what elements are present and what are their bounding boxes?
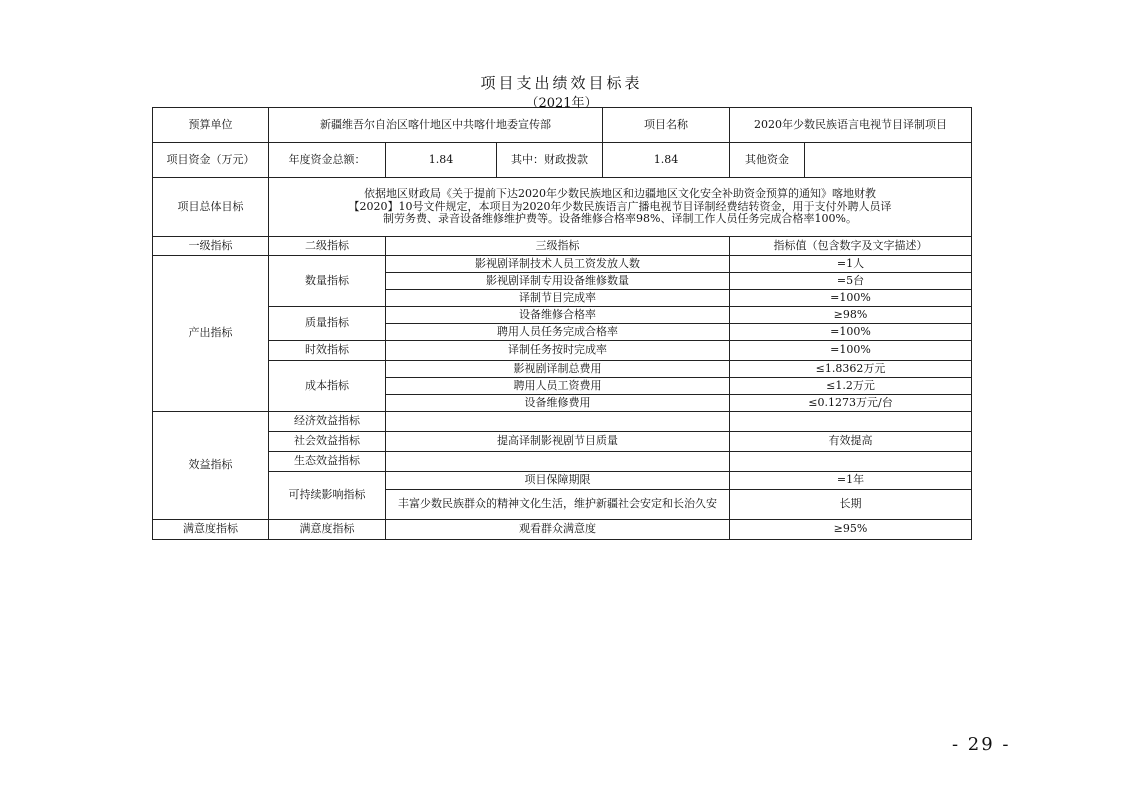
document-year: （2021年） [525, 96, 598, 111]
indicator-name: 聘用人员工资费用 [386, 378, 730, 395]
funds-label: 项目资金（万元） [153, 143, 269, 178]
project-name-value: 2020年少数民族语言电视节目译制项目 [730, 108, 972, 143]
indicator-name: 设备维修合格率 [386, 307, 730, 324]
column-header-row [153, 237, 972, 256]
indicator-name: 译制任务按时完成率 [386, 341, 730, 361]
indicator-name: 影视剧译制技术人员工资发放人数 [386, 256, 730, 273]
ecological-benefit-label: 生态效益指标 [269, 452, 386, 472]
indicator-value: =100% [730, 324, 972, 341]
other-funds-label: 其他资金 [730, 143, 805, 178]
output-indicator-label: 产出指标 [153, 256, 269, 412]
table-row [153, 472, 972, 490]
overall-goal-text [269, 178, 972, 237]
overall-goal-row [153, 178, 972, 237]
indicator-value: ≤0.1273万元/台 [730, 395, 972, 412]
table-row [153, 432, 972, 452]
indicator-name: 丰富少数民族群众的精神文化生活，维护新疆社会安定和长治久安 [386, 490, 730, 520]
page-number: - 29 - [952, 734, 1011, 755]
table-row [153, 520, 972, 540]
economic-benefit-label: 经济效益指标 [269, 412, 386, 432]
level3-header: 三级指标 [386, 237, 730, 256]
indicator-name [386, 412, 730, 432]
project-name-label: 项目名称 [603, 108, 730, 143]
document-title: 项目支出绩效目标表 [480, 74, 643, 92]
indicator-name: 译制节目完成率 [386, 290, 730, 307]
budget-unit-label: 预算单位 [153, 108, 269, 143]
table-row [153, 452, 972, 472]
indicator-value: ≤1.2万元 [730, 378, 972, 395]
sustainable-impact-label: 可持续影响指标 [269, 472, 386, 520]
fiscal-allocation-value: 1.84 [603, 143, 730, 178]
level2-header: 二级指标 [269, 237, 386, 256]
indicator-name: 设备维修费用 [386, 395, 730, 412]
performance-target-table [152, 107, 972, 540]
timeliness-indicator-label: 时效指标 [269, 341, 386, 361]
indicator-value: ≥95% [730, 520, 972, 540]
fiscal-allocation-label: 其中：财政拨款 [497, 143, 603, 178]
satisfaction-sub-label: 满意度指标 [269, 520, 386, 540]
annual-total-label: 年度资金总额： [269, 143, 386, 178]
value-header: 指标值（包含数字及文字描述） [730, 237, 972, 256]
indicator-value: 长期 [730, 490, 972, 520]
indicator-value: =100% [730, 341, 972, 361]
table-row [153, 256, 972, 273]
indicator-name: 提高译制影视剧节目质量 [386, 432, 730, 452]
quality-indicator-label: 质量指标 [269, 307, 386, 341]
quantity-indicator-label: 数量指标 [269, 256, 386, 307]
indicator-value: ≤1.8362万元 [730, 361, 972, 378]
funds-row [153, 143, 972, 178]
social-benefit-label: 社会效益指标 [269, 432, 386, 452]
indicator-value: ≥98% [730, 307, 972, 324]
indicator-name: 影视剧译制专用设备维修数量 [386, 273, 730, 290]
satisfaction-indicator-label: 满意度指标 [153, 520, 269, 540]
table-row [153, 307, 972, 324]
overall-goal-line-2: 【2020】10号文件规定，本项目为2020年少数民族语言广播电视节目译制经费结转资金，用于支付外聘人员译 [348, 199, 892, 213]
table-row [153, 361, 972, 378]
budget-unit-row [153, 108, 972, 143]
cost-indicator-label: 成本指标 [269, 361, 386, 412]
other-funds-value [805, 143, 972, 178]
indicator-name: 观看群众满意度 [386, 520, 730, 540]
indicator-value [730, 452, 972, 472]
indicator-value: =5台 [730, 273, 972, 290]
benefit-indicator-label: 效益指标 [153, 412, 269, 520]
indicator-name: 影视剧译制总费用 [386, 361, 730, 378]
indicator-value: =1年 [730, 472, 972, 490]
budget-unit-value: 新疆维吾尔自治区喀什地区中共喀什地委宣传部 [269, 108, 603, 143]
overall-goal-line-1: 依据地区财政局《关于提前下达2020年少数民族地区和边疆地区文化安全补助资金预算的通知》喀地财教 [364, 187, 876, 201]
indicator-value: 有效提高 [730, 432, 972, 452]
indicator-value: =1人 [730, 256, 972, 273]
table-row [153, 412, 972, 432]
overall-goal-line-3: 制劳务费、录音设备维修维护费等。设备维修合格率98%、译制工作人员任务完成合格率100%。 [383, 212, 857, 226]
annual-total-value: 1.84 [386, 143, 497, 178]
level1-header: 一级指标 [153, 237, 269, 256]
indicator-name: 项目保障期限 [386, 472, 730, 490]
indicator-value: =100% [730, 290, 972, 307]
indicator-name [386, 452, 730, 472]
table-row [153, 341, 972, 361]
indicator-value [730, 412, 972, 432]
overall-goal-label: 项目总体目标 [153, 178, 269, 237]
indicator-name: 聘用人员任务完成合格率 [386, 324, 730, 341]
